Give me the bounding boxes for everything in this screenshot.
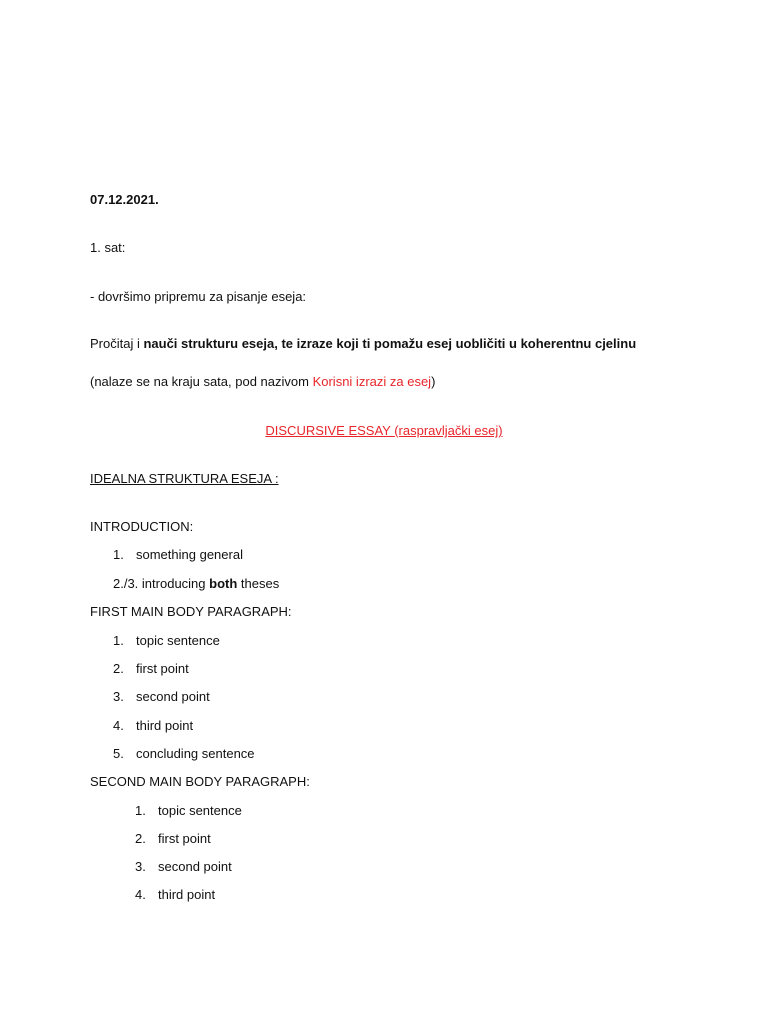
essay-title: DISCURSIVE ESSAY (raspravljački esej) <box>265 423 503 438</box>
list-item <box>113 689 210 705</box>
note-text <box>90 374 435 390</box>
list-item-text: first point <box>158 831 211 846</box>
list-item-number: 2./3. <box>113 576 139 591</box>
instruction-bold: nauči strukturu eseja, te izraze koji ti pomažu esej uobličiti u koherentnu cjelinu <box>143 336 637 351</box>
list-item-number: 3. <box>135 859 146 874</box>
second-body-heading: SECOND MAIN BODY PARAGRAPH: <box>90 774 310 789</box>
list-item-text: third point <box>158 887 216 902</box>
list-item <box>113 633 220 649</box>
list-item-text-before: introducing <box>141 576 210 591</box>
list-item-text: something general <box>136 547 243 562</box>
instruction-text <box>90 336 636 352</box>
list-item-number: 1. <box>135 803 146 818</box>
list-item-number: 4. <box>113 718 124 733</box>
list-item-text: second point <box>136 689 210 704</box>
list-item-text: topic sentence <box>136 633 220 648</box>
first-body-heading: FIRST MAIN BODY PARAGRAPH: <box>90 604 292 619</box>
list-item-text: second point <box>158 859 232 874</box>
list-item-number: 1. <box>113 547 124 562</box>
list-item <box>135 831 211 847</box>
list-item <box>135 803 242 819</box>
list-item <box>135 859 232 875</box>
list-item <box>135 887 215 903</box>
list-item <box>113 746 255 762</box>
list-item-number: 2. <box>113 661 124 676</box>
list-item-text: topic sentence <box>158 803 242 818</box>
list-item <box>113 718 193 734</box>
introduction-heading: INTRODUCTION: <box>90 519 194 534</box>
list-item-text: concluding sentence <box>136 746 255 761</box>
list-item-text-bold: both <box>209 576 238 591</box>
list-item-number: 2. <box>135 831 146 846</box>
list-item-number: 1. <box>113 633 124 648</box>
list-item <box>113 547 243 563</box>
list-item <box>113 576 279 592</box>
task-text: - dovršimo pripremu za pisanje eseja: <box>90 289 307 304</box>
note-before: (nalaze se na kraju sata, pod nazivom <box>90 374 313 389</box>
list-item-number: 3. <box>113 689 124 704</box>
list-item-text-after: theses <box>237 576 280 591</box>
list-item-number: 4. <box>135 887 146 902</box>
document-date: 07.12.2021. <box>90 192 159 207</box>
structure-heading: IDEALNA STRUKTURA ESEJA : <box>90 471 279 486</box>
list-item-number: 5. <box>113 746 124 761</box>
list-item <box>113 661 189 677</box>
note-highlight: Korisni izrazi za esej <box>312 374 432 389</box>
list-item-text: first point <box>136 661 189 676</box>
instruction-plain: Pročitaj i <box>90 336 144 351</box>
lesson-label: 1. sat: <box>90 240 126 255</box>
note-after: ) <box>431 374 436 389</box>
list-item-text: third point <box>136 718 194 733</box>
